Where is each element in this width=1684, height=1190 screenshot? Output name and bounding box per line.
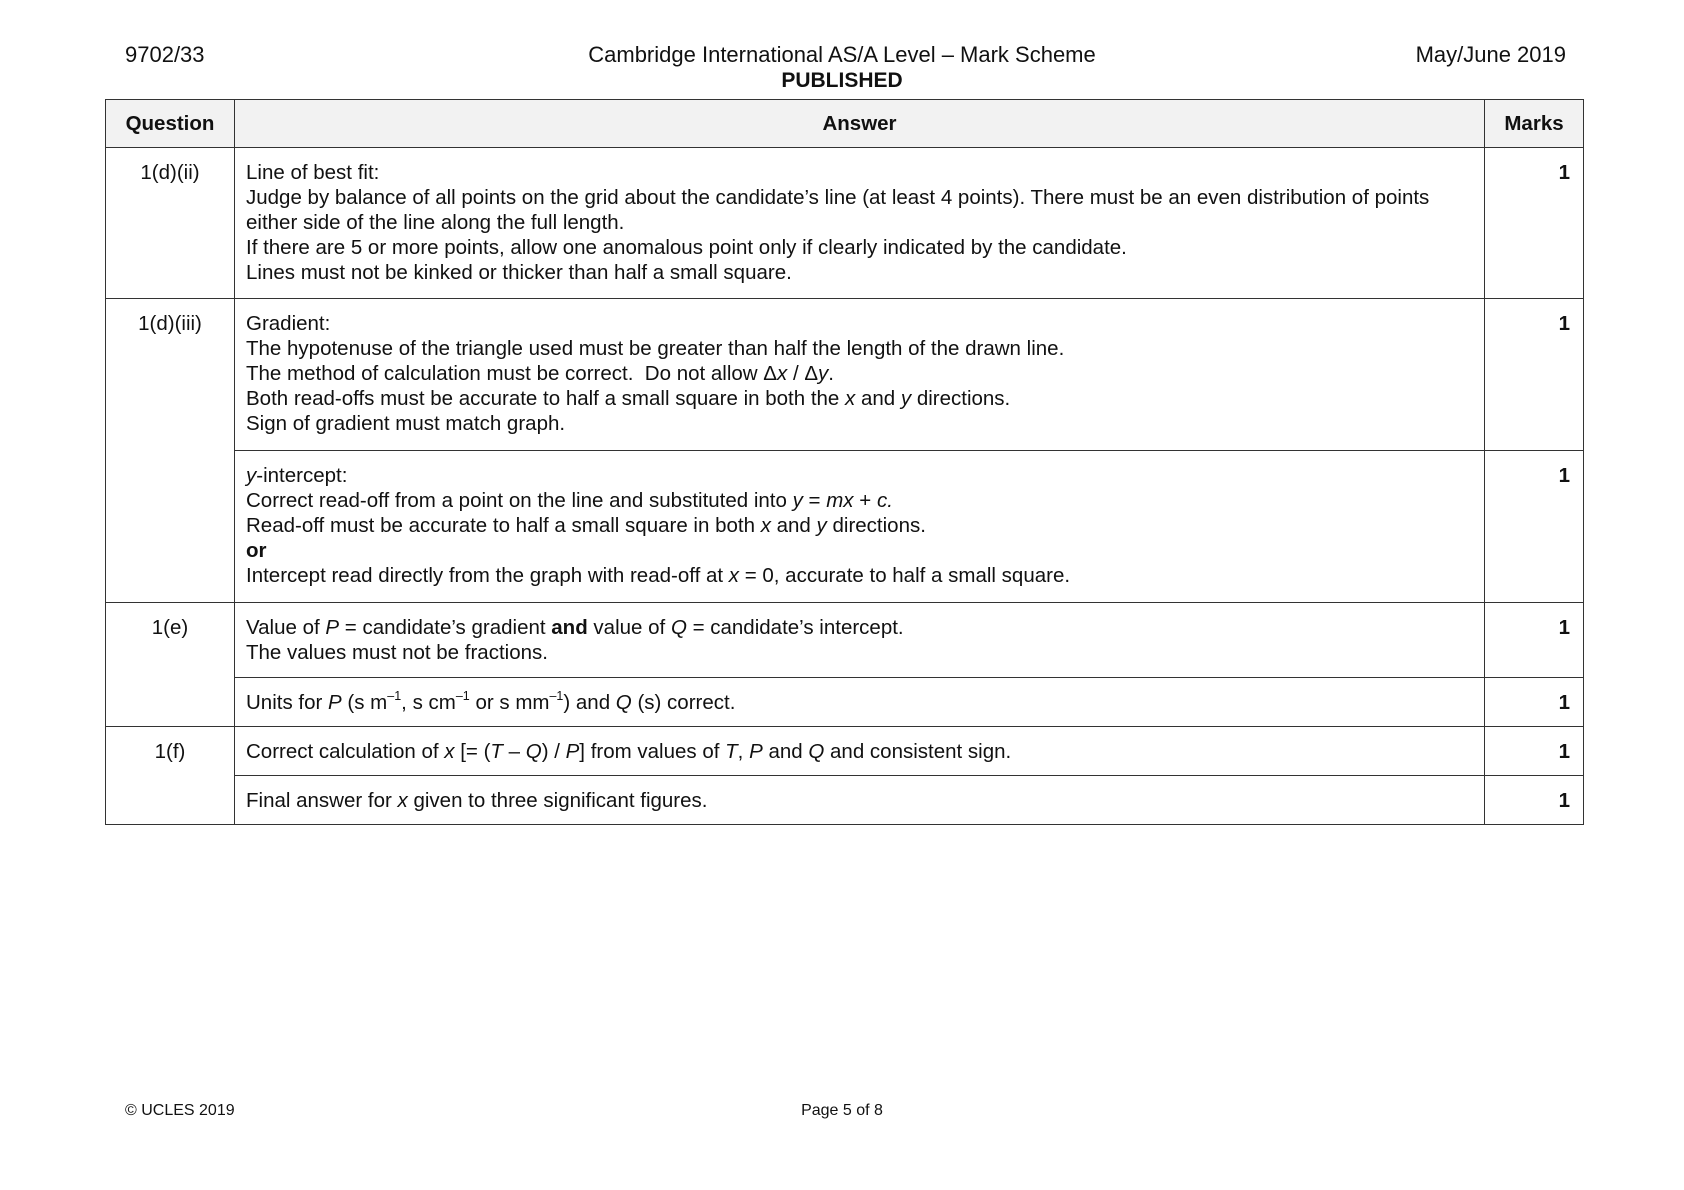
paper-code: 9702/33 [125, 42, 205, 67]
table-row [106, 603, 1584, 678]
column-header-question: Question [106, 100, 235, 148]
mark-scheme-table [105, 99, 1584, 825]
answer-line: y-intercept: [246, 464, 348, 487]
table-row [106, 776, 1584, 825]
table-row [106, 678, 1584, 727]
answer-cell [235, 299, 1485, 451]
column-header-marks: Marks [1485, 100, 1584, 148]
question-cell: 1(d)(iii) [106, 299, 235, 603]
answer-line: The method of calculation must be correct. Do not allow Δx / Δy. [246, 362, 834, 385]
answer-line: Judge by balance of all points on the grid about the candidate’s line (at least 4 points). There must be an even distribution of points either side of the line along the full length. [246, 186, 1430, 234]
marks-cell: 1 [1485, 299, 1584, 451]
question-cell: 1(d)(ii) [106, 148, 235, 299]
answer-line: Read-off must be accurate to half a small square in both x and y directions. [246, 514, 926, 537]
answer-line: Correct calculation of x [= (T – Q) / P] from values of T, P and Q and consistent sign. [246, 740, 1012, 763]
document-subtitle: PUBLISHED [781, 69, 903, 92]
answer-line: If there are 5 or more points, allow one anomalous point only if clearly indicated by the candidate. [246, 236, 1127, 259]
answer-cell [235, 603, 1485, 678]
table-row [106, 299, 1584, 451]
marks-cell: 1 [1485, 727, 1584, 776]
document-title: Cambridge International AS/A Level – Mark Scheme [588, 42, 1096, 67]
table-header-row [106, 100, 1584, 148]
answer-cell [235, 727, 1485, 776]
marks-cell: 1 [1485, 678, 1584, 727]
answer-line: Gradient: [246, 312, 331, 335]
answer-line: Value of P = candidate’s gradient and value of Q = candidate’s intercept. [246, 616, 904, 639]
answer-line: or [246, 539, 267, 562]
table-row [106, 451, 1584, 603]
answer-line: Sign of gradient must match graph. [246, 412, 566, 435]
copyright-notice: © UCLES 2019 [125, 1102, 235, 1119]
column-header-answer: Answer [235, 100, 1485, 148]
page-number: Page 5 of 8 [801, 1102, 883, 1119]
marks-cell: 1 [1485, 451, 1584, 603]
exam-session: May/June 2019 [1415, 42, 1566, 67]
answer-line: Correct read-off from a point on the line and substituted into y = mx + c. [246, 489, 893, 512]
table-row [106, 727, 1584, 776]
question-cell: 1(e) [106, 603, 235, 727]
marks-cell: 1 [1485, 603, 1584, 678]
answer-line: Units for P (s $m^{-1}$, s $cm^{-1}$ or s $mm^{-1}$) and Q (s) correct. [246, 689, 736, 714]
marks-cell: 1 [1485, 148, 1584, 299]
answer-cell [235, 148, 1485, 299]
marks-cell: 1 [1485, 776, 1584, 825]
answer-line: Final answer for x given to three significant figures. [246, 789, 708, 812]
answer-line: Line of best fit: [246, 161, 380, 184]
answer-line: The hypotenuse of the triangle used must be greater than half the length of the drawn line. [246, 337, 1065, 360]
answer-line: Lines must not be kinked or thicker than half a small square. [246, 261, 792, 284]
answer-line: The values must not be fractions. [246, 641, 548, 664]
answer-cell [235, 776, 1485, 825]
answer-line: Both read-offs must be accurate to half a small square in both the x and y directions. [246, 387, 1011, 410]
table-row [106, 148, 1584, 299]
question-cell: 1(f) [106, 727, 235, 825]
answer-line: Intercept read directly from the graph with read-off at x = 0, accurate to half a small square. [246, 564, 1071, 587]
answer-cell [235, 678, 1485, 727]
answer-cell [235, 451, 1485, 603]
